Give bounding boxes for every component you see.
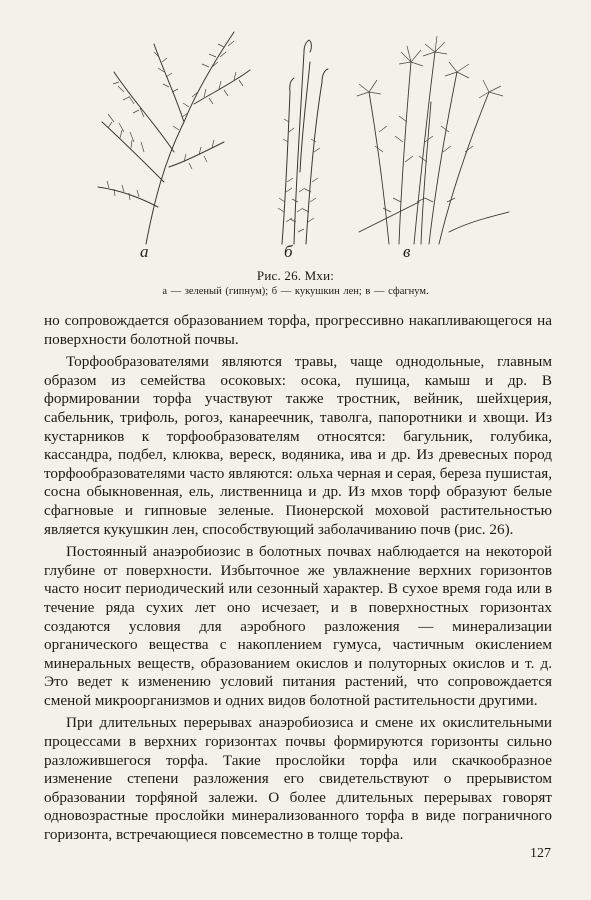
- figure-letter-c: в: [403, 242, 411, 261]
- paragraph-3: Постоянный анаэробиозис в болотных почвах наблюдается на некоторой глубине от поверхности. Избыточное же увлажнение верхних горизонтов часто носит периодический или сезонный характер. В сухое время года или в течение ряда сухих лет оно исчезает, и в поверхностных горизонтах создаются условия для аэробного разложения — минерализации органического вещества с накоплением гумуса, частичным окислением минеральных веществ, образованием окислов и полуторных окислов и т. д. Это ведет к изменению условий питания растений, что сопровождается сменой микроорганизмов и одних видов болотной растительности другими.: [44, 543, 552, 709]
- paragraph-4: При длительных перерывах анаэробиозиса и смене их окислительными процессами в верхних горизонтах почвы формируются горизонты сильно разложившегося торфа. Такие прослойки торфа или скачкообразное изменение степени разложения его свидетельствуют о прерывистом образовании торфяной залежи. О более длительных перерывах говорят одновозрастные прослойки минерализованного торфа в виде пограничного горизонта, встречающиеся повсеместно в толще торфа.: [44, 714, 552, 844]
- figure-caption-description: а — зеленый (гипнум); б — кукушкин лен; в — сфагнум.: [162, 286, 429, 297]
- paragraph-1: но сопровождается образованием торфа, прогрессивно накапливающегося на поверхности болотной почвы.: [44, 312, 552, 348]
- figure-caption-title: Рис. 26. Мхи:: [256, 268, 335, 283]
- figure-mosses: [84, 22, 524, 262]
- body-text: [44, 312, 552, 849]
- figure-panel-c: [339, 22, 524, 262]
- figure-panel-a: [84, 22, 254, 262]
- haircap-moss-icon: [264, 22, 334, 247]
- paragraph-2: Торфообразователями являются травы, чаще однодольные, главным образом из семейства осоковых: осока, пушица, камыш и др. В формировании торфа участвуют также тростник, вейник, шейхцерия, сабельник, трифоль, рогоз, канареечник, таволга, папоротники и хвощи. Из кустарников к торфообразователям относятся: багульник, голубика, кассандра, подбел, клюква, вереск, водяника, ива и др. Из древесных пород торфообразователями часто являются: ольха черная и серая, береза пушистая, сосна обыкновенная, ель, лиственница и др. Из мхов торф образуют белые сфагновые и гипновые зеленые. Пионерской моховой растительностью является кукушкин лен, способствующий заболачиванию почв (рис. 26).: [44, 353, 552, 538]
- figure-panel-b: [264, 22, 334, 262]
- figure-letter-b: б: [284, 242, 293, 261]
- sphagnum-moss-icon: [339, 22, 524, 247]
- page-number: 127: [530, 846, 551, 861]
- figure-letter-a: а: [140, 242, 149, 261]
- feather-moss-icon: [84, 22, 254, 247]
